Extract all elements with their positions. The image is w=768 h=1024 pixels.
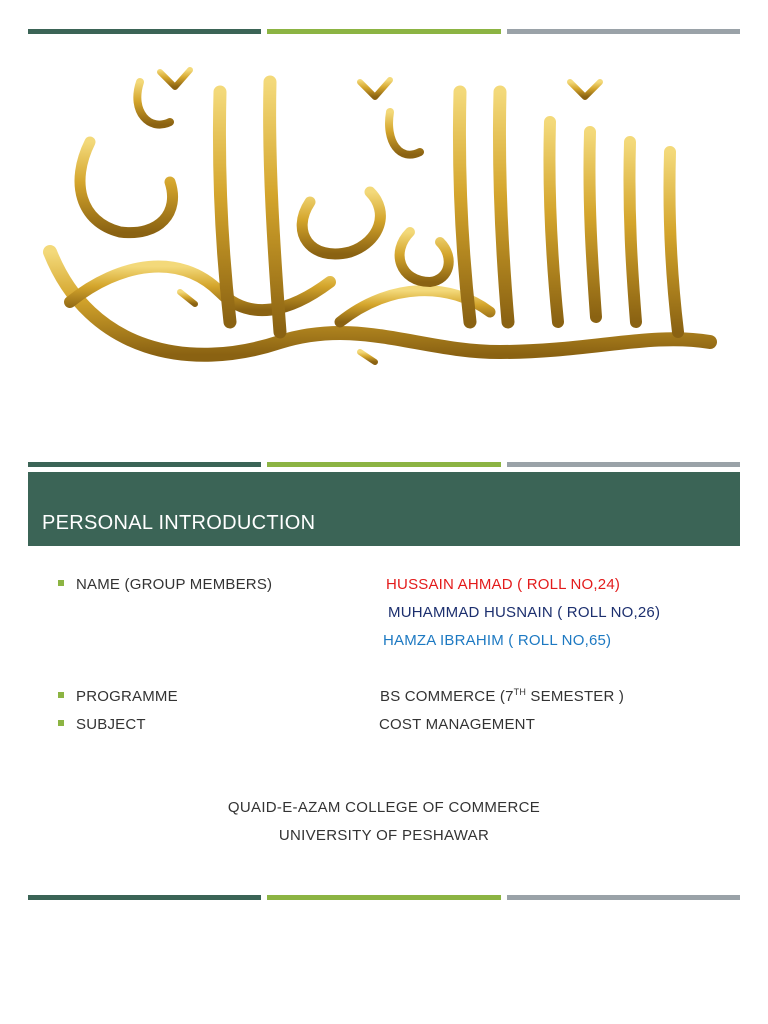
university-name: UNIVERSITY OF PESHAWAR: [278, 827, 490, 844]
subject-value: COST MANAGEMENT: [379, 716, 536, 733]
top-divider: [28, 29, 740, 34]
bottom-divider: [28, 895, 740, 900]
section-banner: [28, 472, 740, 546]
member-3: HAMZA IBRAHIM ( ROLL NO,65): [383, 632, 612, 649]
programme-value: BS COMMERCE (7TH SEMESTER ): [380, 687, 625, 705]
college-name: QUAID-E-AZAM COLLEGE OF COMMERCE: [227, 799, 541, 816]
member-1: HUSSAIN AHMAD ( ROLL NO,24): [386, 576, 621, 593]
name-label: NAME (GROUP MEMBERS): [76, 576, 273, 593]
bismillah-calligraphy-icon: [30, 52, 730, 392]
bullet-icon: [58, 580, 64, 586]
middle-divider: [28, 462, 740, 467]
section-title: PERSONAL INTRODUCTION: [42, 512, 316, 534]
subject-label: SUBJECT: [76, 716, 146, 733]
bullet-icon: [58, 692, 64, 698]
bullet-icon: [58, 720, 64, 726]
programme-label: PROGRAMME: [76, 688, 178, 705]
member-2: MUHAMMAD HUSNAIN ( ROLL NO,26): [388, 604, 661, 621]
